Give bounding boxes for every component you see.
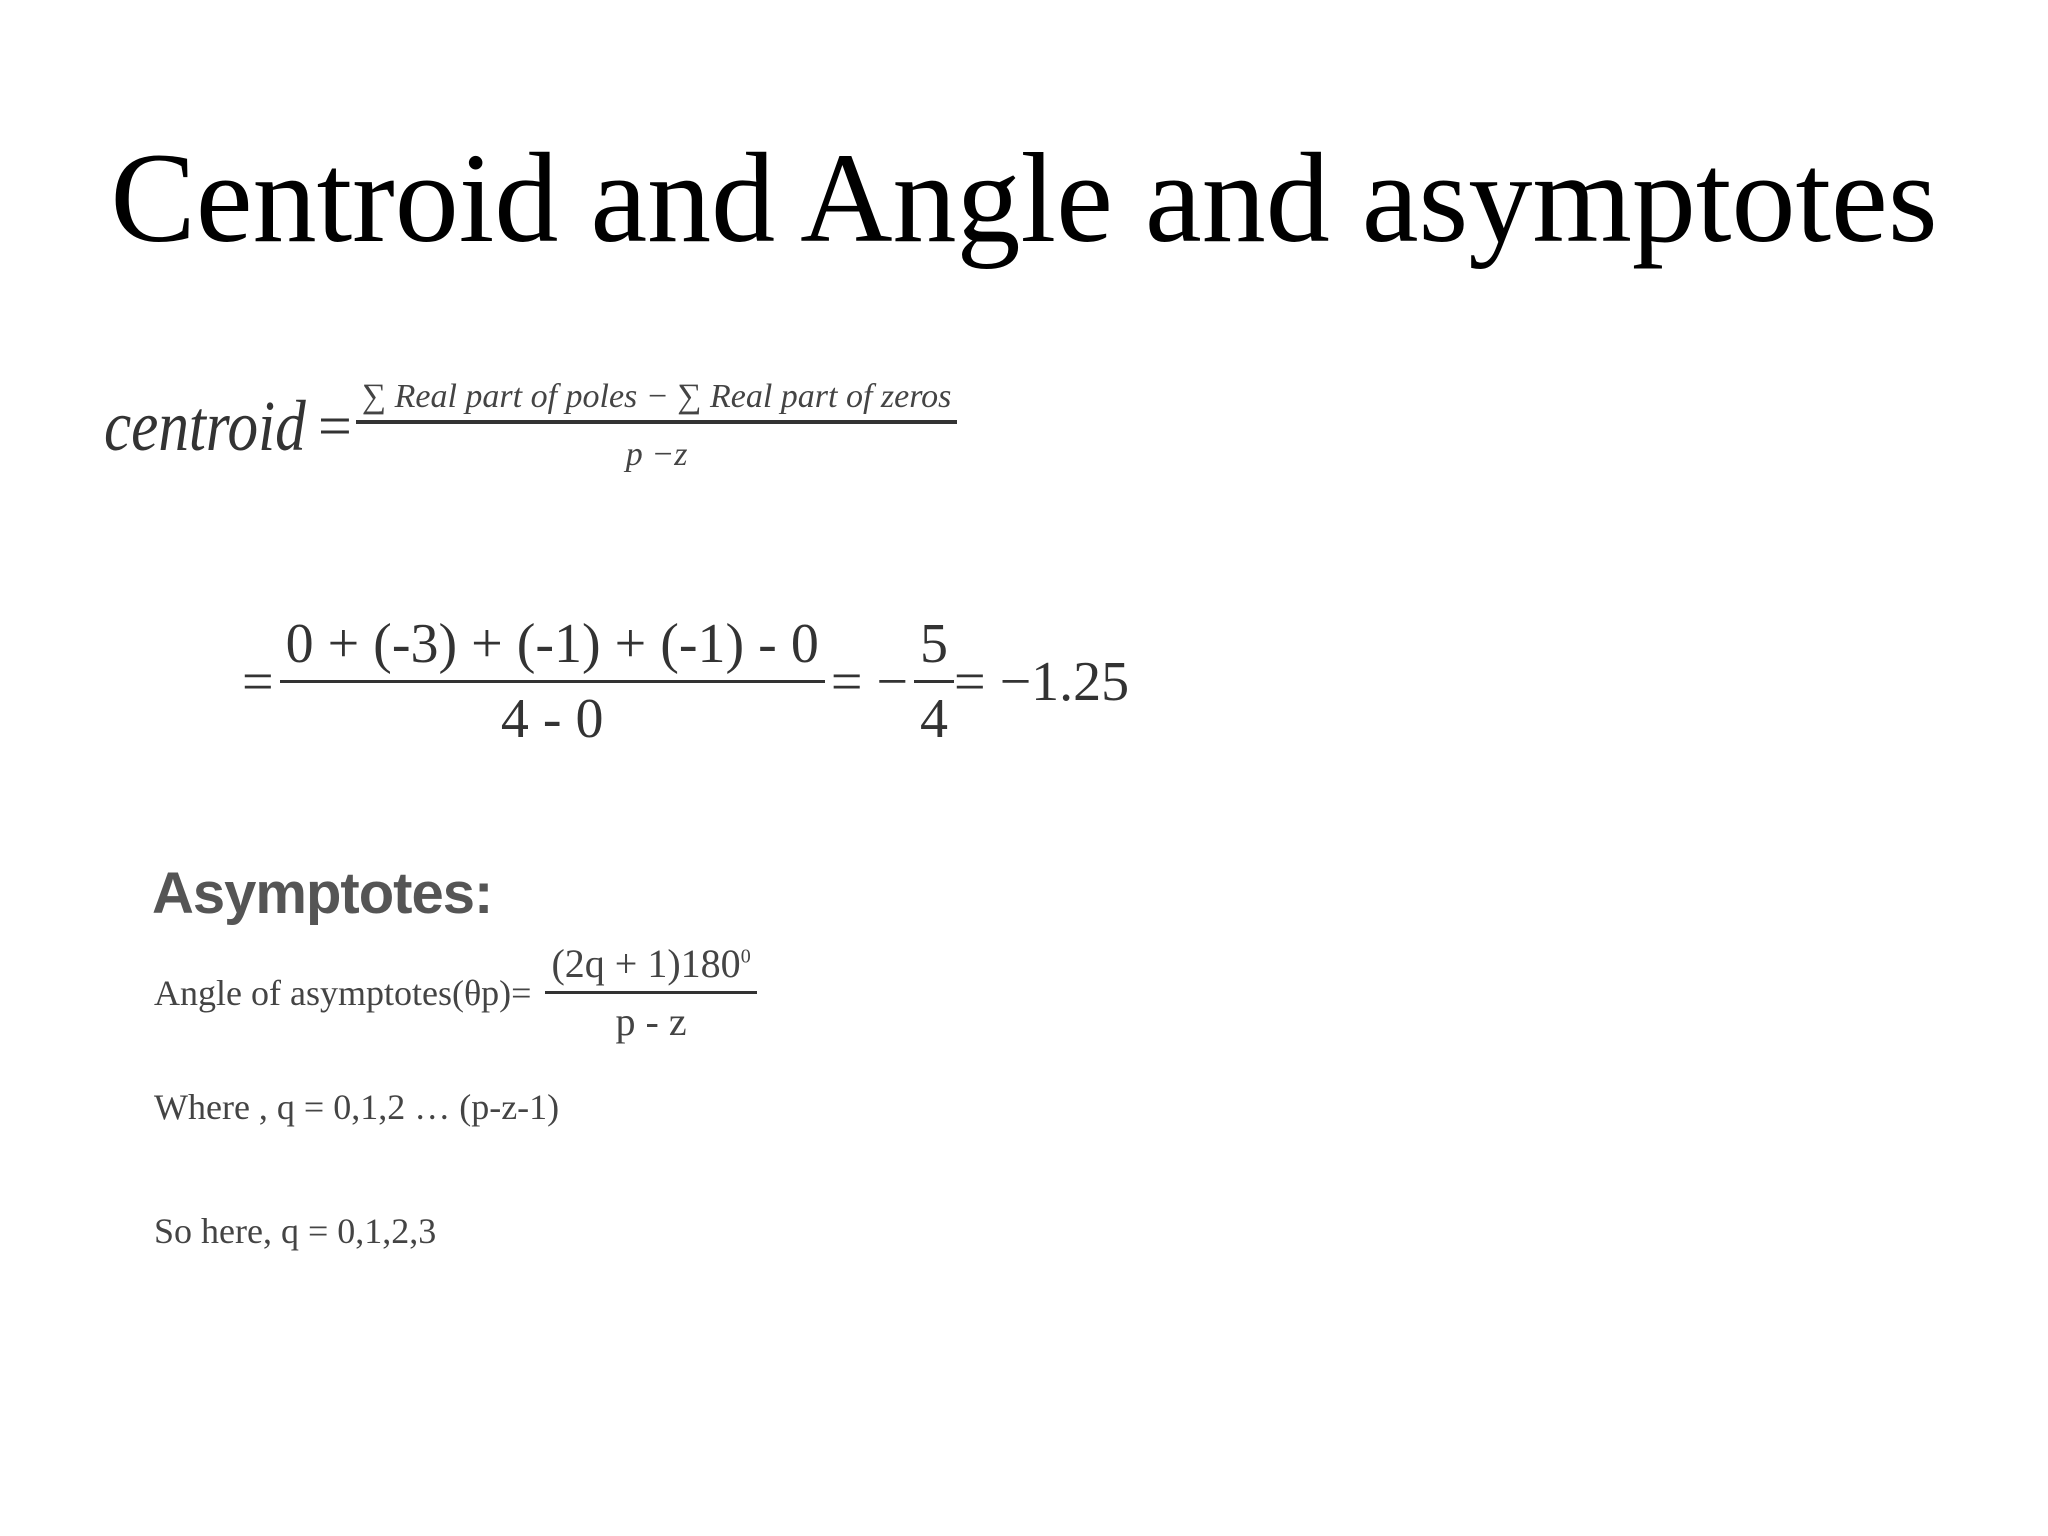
angle-numerator-text: (2q + 1)180 <box>551 941 741 986</box>
calc-denominator: 4 - 0 <box>500 688 604 750</box>
angle-fraction <box>545 940 756 1045</box>
centroid-formula <box>104 378 957 474</box>
angle-label: Angle of asymptotes(θp)= <box>154 972 532 1013</box>
where-line: Where , q = 0,1,2 … (p-z-1) <box>154 1087 560 1127</box>
centroid-numerator: ∑ Real part of poles − ∑ Real part of zeros <box>361 378 952 415</box>
calc-fraction <box>280 612 825 751</box>
angle-denominator: p - z <box>615 999 687 1044</box>
centroid-calculation <box>236 612 1129 751</box>
calc-fraction-2 <box>914 612 954 751</box>
so-here-line: So here, q = 0,1,2,3 <box>154 1211 437 1251</box>
degree-superscript: 0 <box>740 945 751 968</box>
calc-frac2-numerator: 5 <box>920 613 948 675</box>
centroid-denominator: p −z <box>625 436 688 473</box>
angle-formula <box>154 940 757 1045</box>
calc-equals-minus: = − <box>830 650 908 713</box>
calc-numerator: 0 + (-3) + (-1) + (-1) - 0 <box>285 613 819 675</box>
asymptotes-heading: Asymptotes: <box>152 861 493 926</box>
centroid-fraction <box>356 378 958 474</box>
calc-result: = −1.25 <box>954 650 1130 713</box>
calc-equals: = <box>242 650 274 713</box>
slide-title: Centroid and Angle and asymptotes <box>110 127 1938 269</box>
centroid-lhs: centroid <box>104 385 306 466</box>
calc-frac2-denominator: 4 <box>920 688 948 750</box>
centroid-equals: = <box>318 392 352 459</box>
angle-numerator <box>545 940 756 991</box>
